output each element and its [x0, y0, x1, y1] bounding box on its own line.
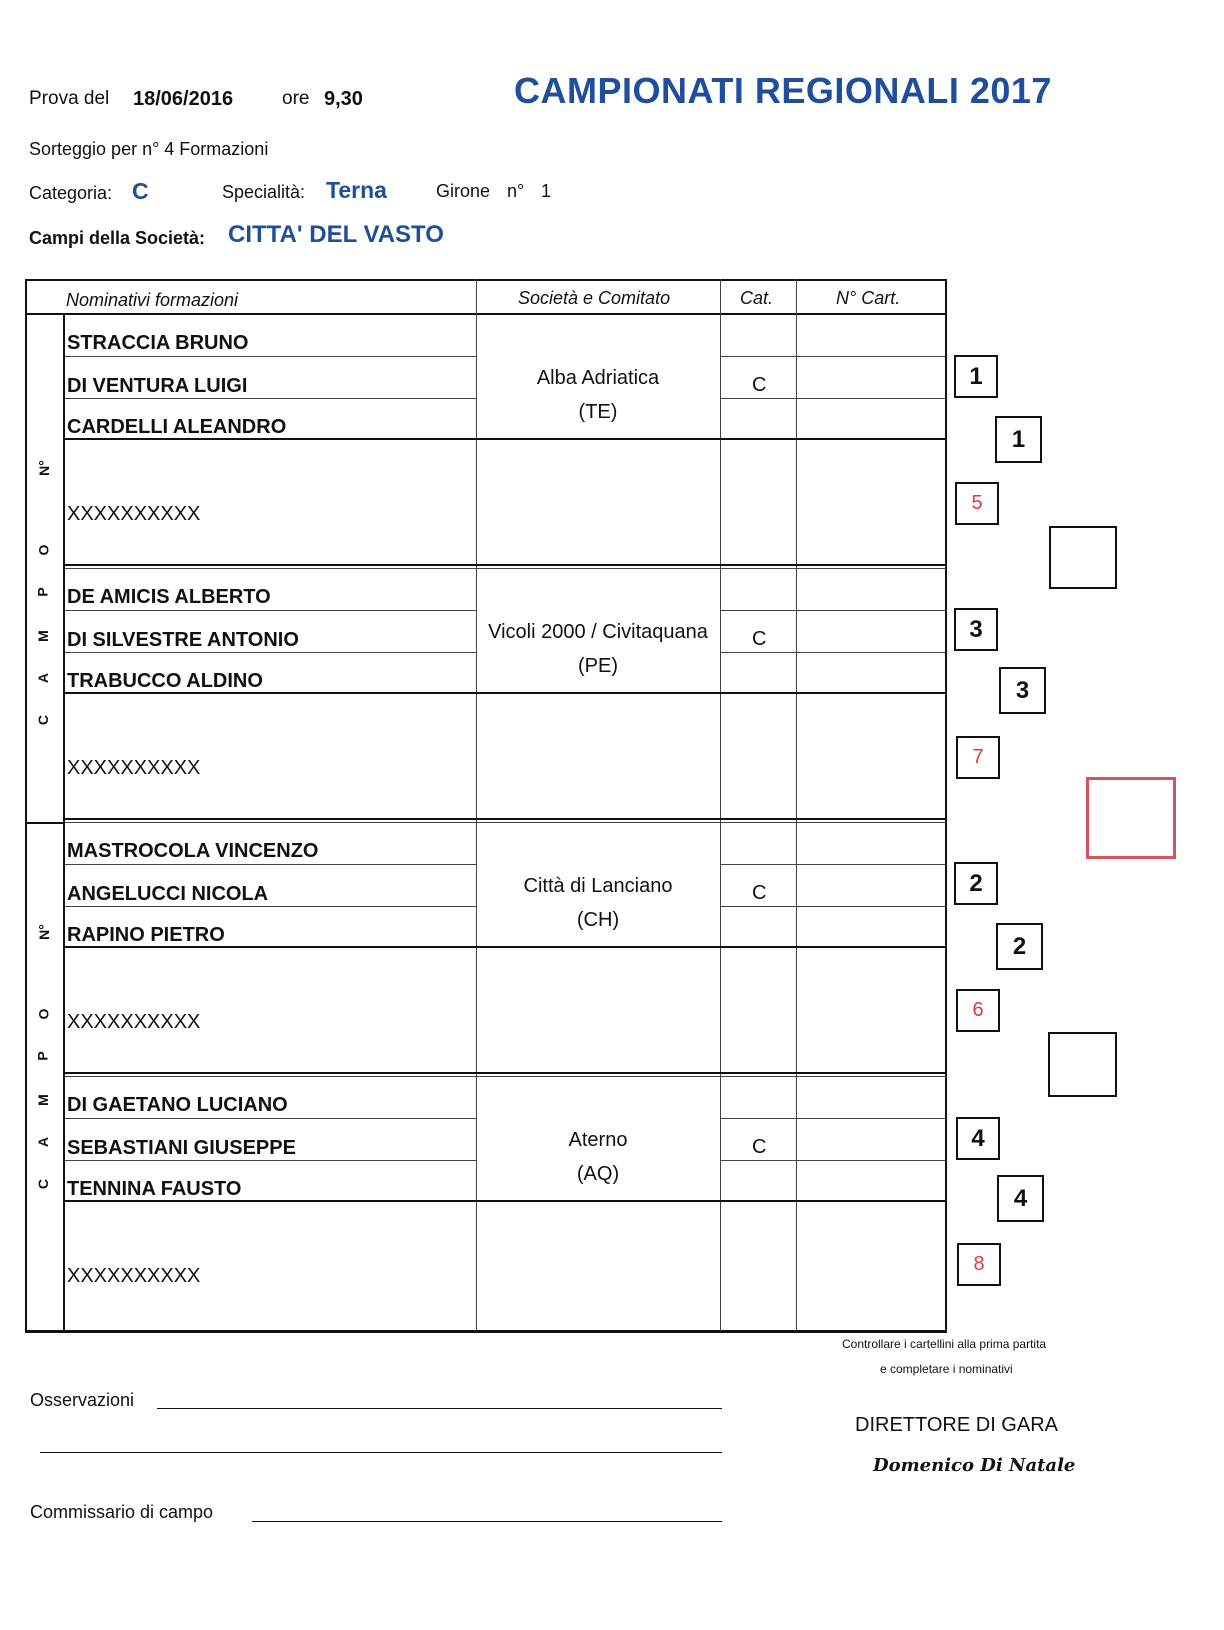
comitato-name: (PE)	[578, 655, 618, 677]
draw-number: 4	[971, 1124, 985, 1152]
campi-label: Campi della Società:	[29, 228, 206, 248]
campo-letter-a: A	[35, 1136, 52, 1148]
commissario-label: Commissario di campo	[30, 1502, 214, 1522]
categoria-label: Categoria:	[29, 183, 113, 203]
comitato-name: (CH)	[576, 909, 620, 931]
draw-number: 2	[969, 869, 983, 897]
assigned-number: 3	[1015, 676, 1030, 704]
reserve-placeholder: XXXXXXXXXX	[67, 1265, 201, 1287]
empty-box	[1049, 526, 1117, 589]
societa-name: Città di Lanciano	[523, 875, 673, 897]
reserve-placeholder: XXXXXXXXXX	[67, 757, 201, 779]
control-note-line1: Controllare i cartellini alla prima partita	[842, 1337, 1047, 1351]
direttore-name: Domenico Di Natale	[873, 1455, 1076, 1476]
campi-value: CITTA' DEL VASTO	[228, 221, 444, 248]
player-name: MASTROCOLA VINCENZO	[67, 840, 319, 862]
campo-letter-p: P	[34, 587, 51, 597]
page-title: CAMPIONATI REGIONALI 2017	[514, 70, 1052, 111]
societa-name: Vicoli 2000 / Civitaquana	[488, 621, 708, 643]
reserve-number: 6	[972, 999, 984, 1021]
osservazioni-label: Osservazioni	[30, 1390, 135, 1410]
category-value: C	[752, 374, 767, 396]
assigned-number-box	[996, 923, 1043, 970]
player-name: DI SILVESTRE ANTONIO	[67, 629, 299, 651]
reserve-number: 7	[972, 746, 984, 768]
girone-label: Girone	[436, 181, 491, 201]
header-nominativi: Nominativi formazioni	[66, 290, 239, 310]
player-name: DI VENTURA LUIGI	[67, 375, 248, 397]
draw-number: 3	[969, 615, 983, 643]
player-name: DI GAETANO LUCIANO	[67, 1094, 288, 1116]
category-value: C	[752, 628, 767, 650]
campo-n-label: N°	[35, 924, 52, 940]
societa-cell	[478, 1123, 718, 1191]
prova-date: 18/06/2016	[133, 88, 234, 110]
specialita-value: Terna	[326, 177, 387, 203]
control-note-line2: e completare i nominativi	[880, 1362, 1013, 1376]
red-empty-box	[1086, 777, 1176, 859]
prova-label: Prova del	[29, 88, 110, 109]
draw-number-box	[954, 862, 998, 905]
campo-letter-m: M	[34, 630, 51, 642]
player-name: SEBASTIANI GIUSEPPE	[67, 1137, 296, 1159]
assigned-number-box	[995, 416, 1042, 463]
reserve-number-box	[957, 1243, 1001, 1286]
player-name: STRACCIA BRUNO	[67, 332, 249, 354]
campo-letter-c: C	[35, 714, 52, 726]
campo-letter-o: O	[35, 544, 52, 556]
campo-letter-m: M	[34, 1094, 51, 1106]
player-name: ANGELUCCI NICOLA	[67, 883, 269, 905]
societa-cell	[478, 361, 718, 429]
header-societa: Società e Comitato	[518, 288, 671, 308]
categoria-value: C	[132, 178, 149, 204]
girone-n-label: n°	[507, 181, 525, 201]
societa-name: Alba Adriatica	[536, 367, 660, 389]
player-name: DE AMICIS ALBERTO	[67, 586, 271, 608]
reserve-number-box	[955, 482, 999, 525]
societa-name: Aterno	[568, 1129, 628, 1151]
reserve-number: 5	[971, 492, 983, 514]
osservazioni-line-2	[40, 1452, 722, 1453]
draw-number: 1	[969, 362, 983, 390]
commissario-line	[252, 1521, 722, 1522]
assigned-number: 4	[1013, 1184, 1028, 1212]
player-name: CARDELLI ALEANDRO	[67, 416, 287, 438]
assigned-number: 1	[1011, 425, 1026, 453]
draw-number-box	[954, 608, 998, 651]
category-value: C	[752, 1136, 767, 1158]
comitato-name: (AQ)	[576, 1163, 620, 1185]
player-name: RAPINO PIETRO	[67, 924, 225, 946]
player-name: TENNINA FAUSTO	[67, 1178, 242, 1200]
ore-value: 9,30	[324, 88, 363, 110]
societa-cell	[478, 615, 718, 683]
ore-label: ore	[282, 88, 310, 109]
assigned-number: 2	[1012, 932, 1027, 960]
header-ncart: N° Cart.	[836, 288, 901, 308]
societa-cell	[478, 869, 718, 937]
assigned-number-box	[997, 1175, 1044, 1222]
category-value: C	[752, 882, 767, 904]
draw-number-box	[956, 1117, 1000, 1160]
player-name: TRABUCCO ALDINO	[67, 670, 263, 692]
campo-letter-a: A	[35, 672, 52, 684]
assigned-number-box	[999, 667, 1046, 714]
osservazioni-line	[157, 1408, 722, 1409]
empty-box	[1048, 1032, 1117, 1097]
direttore-label: DIRETTORE DI GARA	[855, 1414, 1058, 1436]
header-cat: Cat.	[740, 288, 774, 308]
specialita-label: Specialità:	[222, 182, 306, 202]
campo-n-label: N°	[35, 460, 52, 476]
comitato-name: (TE)	[578, 401, 618, 423]
reserve-number-box	[956, 736, 1000, 779]
sorteggio-text: Sorteggio per n° 4 Formazioni	[29, 139, 269, 159]
reserve-placeholder: XXXXXXXXXX	[67, 503, 201, 525]
girone-value: 1	[541, 181, 552, 201]
reserve-placeholder: XXXXXXXXXX	[67, 1011, 201, 1033]
campo-letter-c: C	[35, 1178, 52, 1190]
draw-number-box	[954, 355, 998, 398]
reserve-number: 8	[973, 1253, 985, 1275]
reserve-number-box	[956, 989, 1000, 1032]
campo-letter-o: O	[35, 1008, 52, 1020]
campo-letter-p: P	[34, 1051, 51, 1061]
